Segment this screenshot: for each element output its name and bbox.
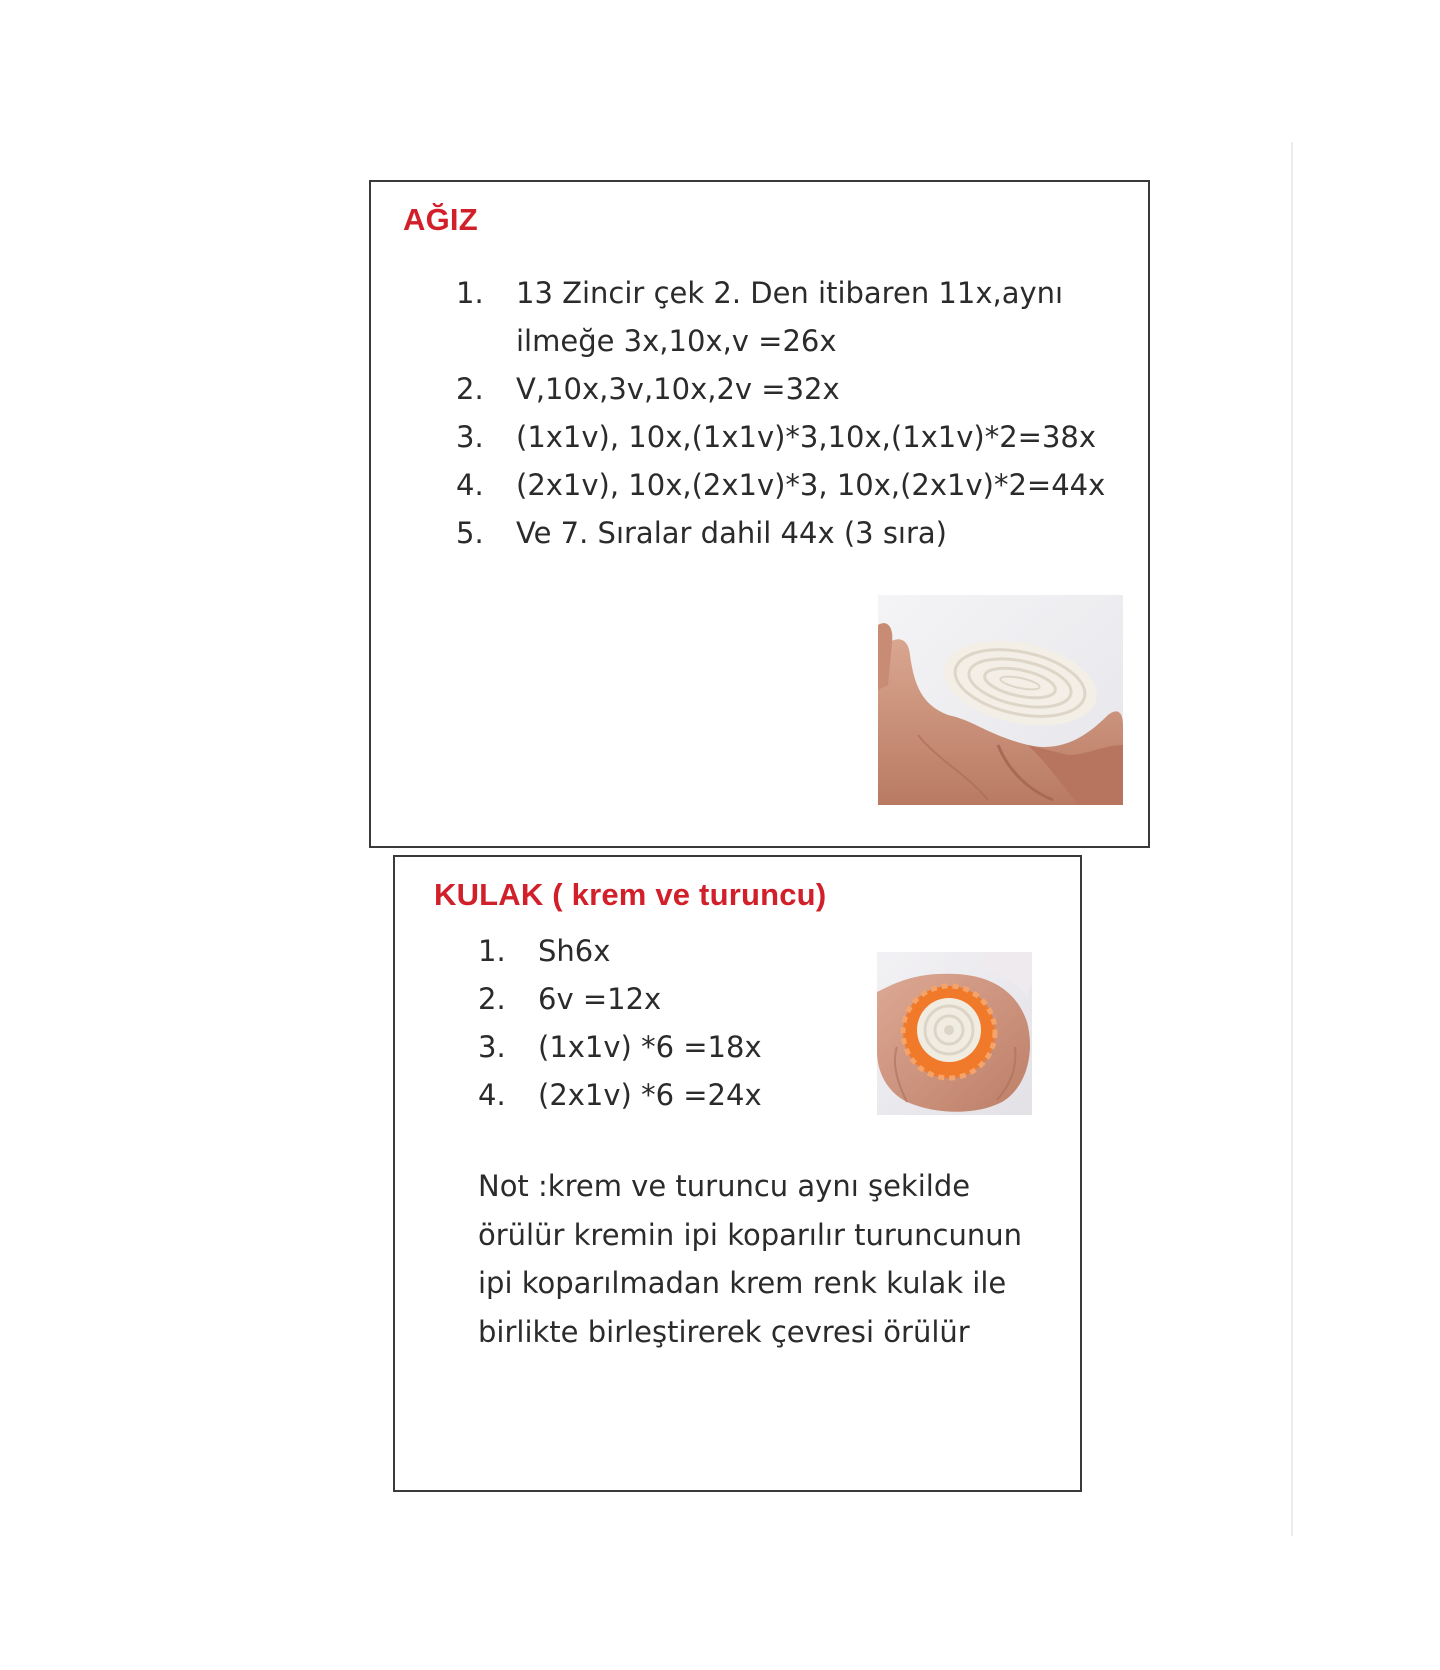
step-text: 6v =12x bbox=[538, 982, 662, 1016]
ear-step-4 bbox=[478, 1071, 858, 1119]
ear-photo bbox=[877, 952, 1032, 1115]
ear-step-2 bbox=[478, 975, 858, 1023]
step-text: (1x1v) *6 =18x bbox=[538, 1030, 762, 1064]
step-number: 4. bbox=[478, 1078, 506, 1112]
ear-steps-list bbox=[478, 927, 858, 1119]
step-number: 3. bbox=[478, 1030, 506, 1064]
mouth-title: AĞIZ bbox=[403, 202, 478, 237]
page-edge-line bbox=[1291, 142, 1293, 1536]
ear-title: KULAK ( krem ve turuncu) bbox=[434, 877, 827, 912]
ear-step-1 bbox=[478, 927, 858, 975]
step-number: 2. bbox=[456, 372, 484, 406]
step-number: 2. bbox=[478, 982, 506, 1016]
step-text: Sh6x bbox=[538, 934, 611, 968]
step-text: 13 Zincir çek 2. Den itibaren 11x,aynı ilmeğe 3x,10x,v =26x bbox=[516, 276, 1064, 358]
crochet-round-ear-icon bbox=[877, 952, 1032, 1115]
step-number: 3. bbox=[456, 420, 484, 454]
mouth-step-3 bbox=[456, 413, 1106, 461]
step-text: Ve 7. Sıralar dahil 44x (3 sıra) bbox=[516, 516, 947, 550]
step-number: 1. bbox=[478, 934, 506, 968]
step-text: (2x1v) *6 =24x bbox=[538, 1078, 762, 1112]
ear-step-3 bbox=[478, 1023, 858, 1071]
mouth-step-4 bbox=[456, 461, 1106, 509]
step-text: V,10x,3v,10x,2v =32x bbox=[516, 372, 840, 406]
mouth-step-5 bbox=[456, 509, 1106, 557]
mouth-step-2 bbox=[456, 365, 1106, 413]
mouth-photo bbox=[878, 595, 1123, 805]
crochet-oval-icon bbox=[878, 595, 1123, 805]
ear-note: Not :krem ve turuncu aynı şekilde örülür kremin ipi koparılır turuncunun ipi koparılmadan krem renk kulak ile birlikte birleştirerek çevresi örülür bbox=[478, 1169, 1023, 1349]
mouth-steps-list bbox=[456, 269, 1106, 557]
step-text: (1x1v), 10x,(1x1v)*3,10x,(1x1v)*2=38x bbox=[516, 420, 1097, 454]
mouth-step-1 bbox=[456, 269, 1106, 365]
mouth-pattern-card bbox=[369, 180, 1150, 848]
ear-pattern-card bbox=[393, 855, 1082, 1492]
step-text: (2x1v), 10x,(2x1v)*3, 10x,(2x1v)*2=44x bbox=[516, 468, 1106, 502]
step-number: 1. bbox=[456, 276, 484, 310]
step-number: 5. bbox=[456, 516, 484, 550]
step-number: 4. bbox=[456, 468, 484, 502]
